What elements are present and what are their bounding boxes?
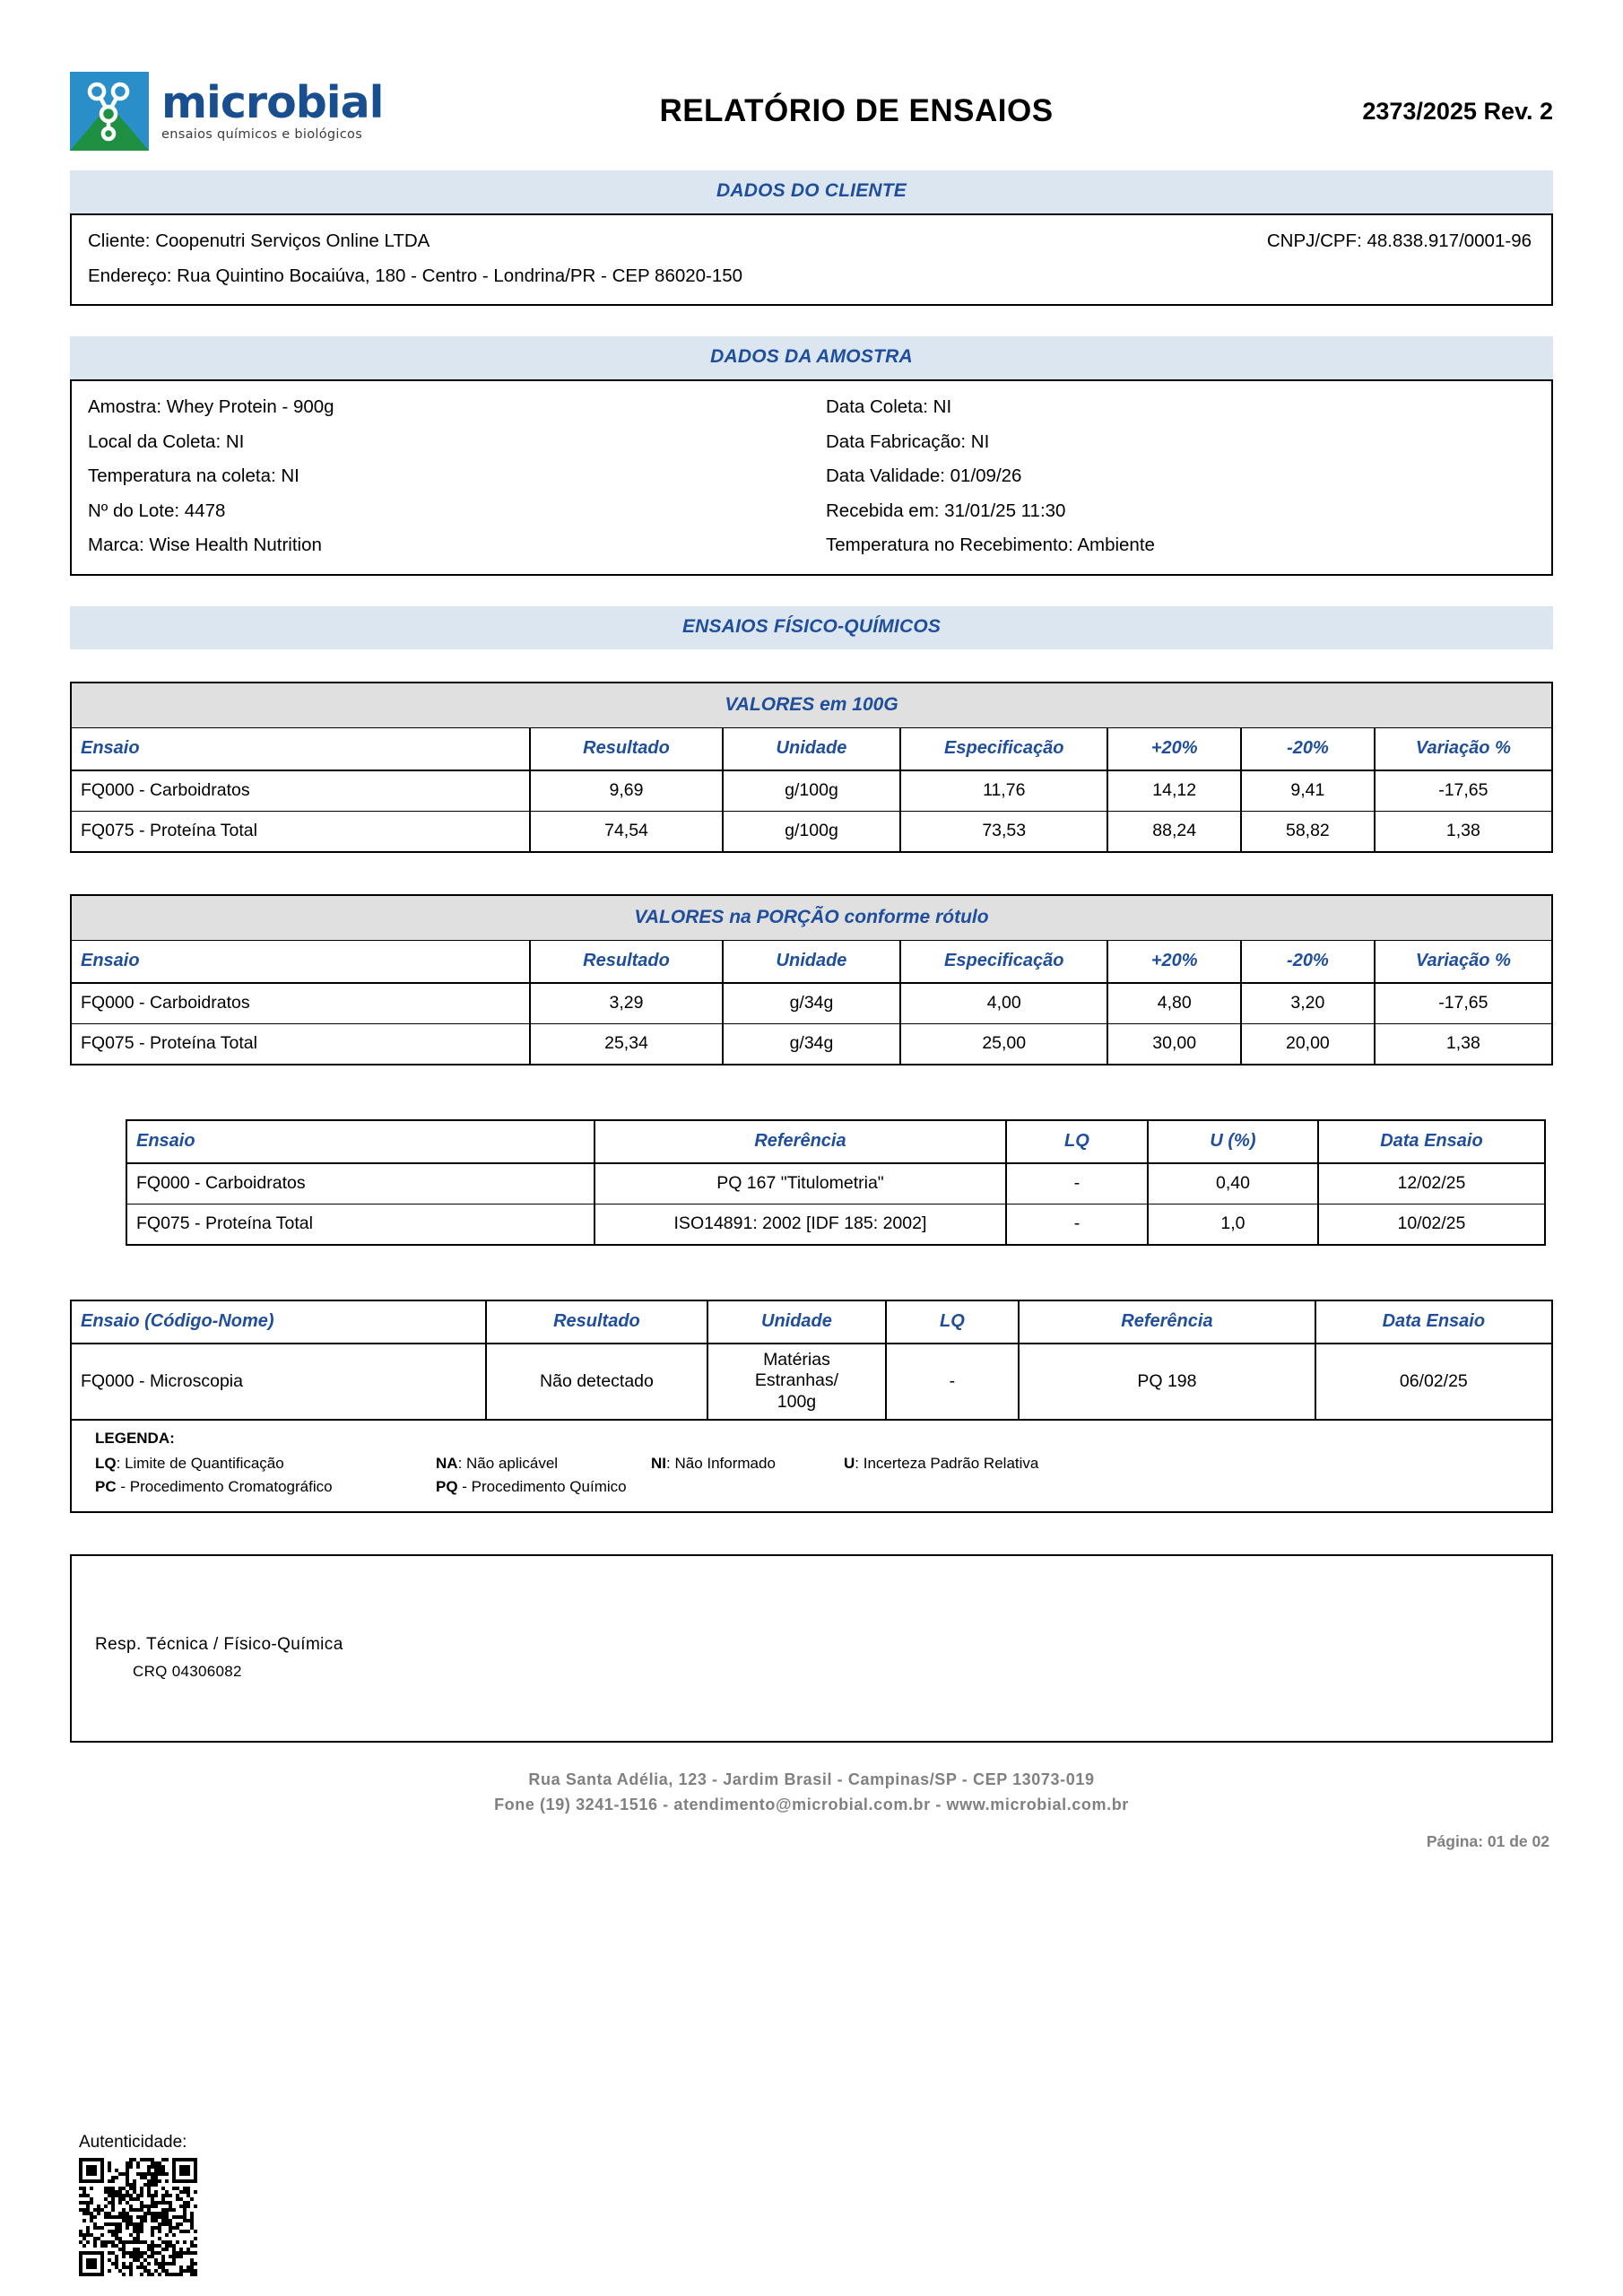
client-row-name <box>84 224 1539 259</box>
cell-lq: - <box>1006 1163 1148 1205</box>
cell-data-ensaio: 12/02/25 <box>1318 1163 1545 1205</box>
legend-sep: : <box>116 1454 121 1472</box>
legend-item-na <box>436 1455 651 1473</box>
cell-ensaio: FQ000 - Carboidratos <box>71 770 530 812</box>
cell-especificacao: 25,00 <box>900 1023 1107 1065</box>
cell-ensaio: FQ000 - Carboidratos <box>126 1163 595 1205</box>
legend-sep: - <box>116 1477 126 1495</box>
legend-abbr: PC <box>95 1477 117 1495</box>
legend-item-pc <box>95 1478 436 1496</box>
client-name: Cliente: Coopenutri Serviços Online LTDA <box>88 230 430 251</box>
col-u-percent: U (%) <box>1148 1120 1318 1163</box>
cell-data-ensaio: 06/02/25 <box>1315 1344 1552 1420</box>
sample-field: Marca: Wise Health Nutrition <box>88 535 322 555</box>
authenticity-label: Autenticidade: <box>79 2133 187 2152</box>
table-values-100g <box>70 682 1553 853</box>
col-ensaio: Ensaio <box>126 1120 595 1163</box>
sample-field: Amostra: Whey Protein - 900g <box>88 396 334 417</box>
col-especificacao: Especificação <box>900 727 1107 770</box>
molecule-icon <box>70 72 149 151</box>
cell-plus20: 4,80 <box>1107 983 1241 1024</box>
sample-row <box>84 390 1539 425</box>
table-row <box>71 811 1552 852</box>
legend-text: Procedimento Químico <box>466 1477 627 1495</box>
legend-text: Incerteza Padrão Relativa <box>859 1454 1039 1472</box>
legend-text: Limite de Quantificação <box>120 1454 284 1472</box>
table-caption-row <box>71 683 1552 728</box>
col-data-ensaio: Data Ensaio <box>1318 1120 1545 1163</box>
table-reference-methods <box>126 1119 1546 1246</box>
sample-field: Local da Coleta: NI <box>88 430 245 452</box>
col-unidade: Unidade <box>707 1300 885 1344</box>
table-caption: VALORES em 100G <box>71 683 1552 728</box>
client-cnpj: CNPJ/CPF: 48.838.917/0001-96 <box>1266 230 1532 251</box>
col-lq: LQ <box>886 1300 1020 1344</box>
cell-minus20: 3,20 <box>1241 983 1375 1024</box>
legend-text: Não aplicável <box>462 1454 559 1472</box>
cell-referencia: ISO14891: 2002 [IDF 185: 2002] <box>595 1204 1006 1245</box>
cell-ensaio: FQ000 - Microscopia <box>71 1344 486 1420</box>
cell-unidade: g/100g <box>723 770 900 812</box>
cell-minus20: 20,00 <box>1241 1023 1375 1065</box>
authenticity-block <box>79 2133 197 2276</box>
sample-field: Data Coleta: NI <box>826 396 952 417</box>
col-minus20: -20% <box>1241 940 1375 983</box>
sample-field: Data Fabricação: NI <box>826 430 990 452</box>
unit-line: 100g <box>777 1392 817 1413</box>
table-caption: VALORES na PORÇÃO conforme rótulo <box>71 895 1552 941</box>
qr-code[interactable] <box>79 2158 197 2276</box>
cell-data-ensaio: 10/02/25 <box>1318 1204 1545 1245</box>
table-row <box>126 1204 1545 1245</box>
sample-row <box>84 425 1539 460</box>
table-row <box>126 1163 1545 1205</box>
page-title: RELATÓRIO DE ENSAIOS <box>659 93 1054 128</box>
legend-sep: : <box>666 1454 671 1472</box>
legend-title: LEGENDA: <box>95 1429 175 1447</box>
table-header-row <box>71 940 1552 983</box>
signature-box <box>70 1554 1553 1743</box>
cell-unidade <box>707 1344 885 1420</box>
legend-text: Não Informado <box>670 1454 776 1472</box>
col-unidade: Unidade <box>723 940 900 983</box>
col-lq: LQ <box>1006 1120 1148 1163</box>
cell-variacao: 1,38 <box>1375 1023 1552 1065</box>
col-ensaio: Ensaio <box>71 727 530 770</box>
section-band-sample: DADOS DA AMOSTRA <box>70 336 1553 379</box>
table-header-row <box>126 1120 1545 1163</box>
report-number: 2373/2025 Rev. 2 <box>1362 97 1553 125</box>
col-ensaio-codigo-nome: Ensaio (Código-Nome) <box>71 1300 486 1344</box>
cell-unidade: g/100g <box>723 811 900 852</box>
table-row <box>71 1344 1552 1420</box>
page-header <box>70 0 1553 170</box>
section-band-assays: ENSAIOS FÍSICO-QUÍMICOS <box>70 606 1553 649</box>
col-resultado: Resultado <box>530 727 723 770</box>
cell-ensaio: FQ000 - Carboidratos <box>71 983 530 1024</box>
col-resultado: Resultado <box>530 940 723 983</box>
table-header-row <box>71 1300 1552 1344</box>
legend-abbr: NI <box>651 1454 666 1472</box>
cell-minus20: 58,82 <box>1241 811 1375 852</box>
microbial-logo-icon <box>70 72 149 151</box>
cell-plus20: 14,12 <box>1107 770 1241 812</box>
legend-abbr: U <box>844 1454 855 1472</box>
cell-resultado: Não detectado <box>486 1344 708 1420</box>
sample-field: Temperatura na coleta: NI <box>88 465 299 486</box>
legend-sep: - <box>457 1477 467 1495</box>
sample-field: Temperatura no Recebimento: Ambiente <box>826 535 1155 555</box>
legend-row <box>95 1452 1551 1475</box>
col-ensaio: Ensaio <box>71 940 530 983</box>
logo-tagline: ensaios químicos e biológicos <box>161 127 363 143</box>
legend-abbr: PQ <box>436 1477 458 1495</box>
footer-address: Rua Santa Adélia, 123 - Jardim Brasil - Campinas/SP - CEP 13073-019 <box>528 1770 1095 1788</box>
cell-especificacao: 73,53 <box>900 811 1107 852</box>
table-row <box>71 983 1552 1024</box>
col-referencia: Referência <box>1019 1300 1315 1344</box>
unit-line: Estranhas/ <box>754 1370 839 1391</box>
col-plus20: +20% <box>1107 940 1241 983</box>
company-logo <box>70 72 456 151</box>
unit-line: Matérias <box>763 1349 830 1370</box>
cell-especificacao: 11,76 <box>900 770 1107 812</box>
cell-variacao: -17,65 <box>1375 770 1552 812</box>
table-microscopy <box>70 1300 1553 1421</box>
legend-text: Procedimento Cromatográfico <box>126 1477 333 1495</box>
sample-row <box>84 459 1539 494</box>
page-footer <box>70 1743 1553 1818</box>
cell-ensaio: FQ075 - Proteína Total <box>126 1204 595 1245</box>
col-minus20: -20% <box>1241 727 1375 770</box>
legend-item-lq <box>95 1455 436 1473</box>
table-row <box>71 770 1552 812</box>
legend-item-ni <box>651 1455 844 1473</box>
table-caption-row <box>71 895 1552 941</box>
cell-resultado: 3,29 <box>530 983 723 1024</box>
client-address: Endereço: Rua Quintino Bocaiúva, 180 - Centro - Londrina/PR - CEP 86020-150 <box>88 265 743 286</box>
section-band-client: DADOS DO CLIENTE <box>70 170 1553 213</box>
legend-row <box>95 1475 1551 1499</box>
col-especificacao: Especificação <box>900 940 1107 983</box>
table-row <box>71 1023 1552 1065</box>
cell-u-percent: 0,40 <box>1148 1163 1318 1205</box>
cell-especificacao: 4,00 <box>900 983 1107 1024</box>
sample-field: Nº do Lote: 4478 <box>88 500 226 521</box>
logo-wordmark: microbial <box>161 77 384 129</box>
cell-resultado: 25,34 <box>530 1023 723 1065</box>
col-data-ensaio: Data Ensaio <box>1315 1300 1552 1344</box>
col-variacao: Variação % <box>1375 727 1552 770</box>
client-row-address <box>84 259 1539 294</box>
cell-lq: - <box>886 1344 1020 1420</box>
client-info-box <box>70 213 1553 306</box>
legend-box <box>70 1421 1553 1513</box>
cell-unidade: g/34g <box>723 1023 900 1065</box>
cell-variacao: 1,38 <box>1375 811 1552 852</box>
legend-item-u <box>844 1455 1140 1473</box>
cell-u-percent: 1,0 <box>1148 1204 1318 1245</box>
col-plus20: +20% <box>1107 727 1241 770</box>
col-unidade: Unidade <box>723 727 900 770</box>
sample-row <box>84 528 1539 563</box>
signature-role: Resp. Técnica / Físico-Química <box>95 1634 343 1654</box>
col-variacao: Variação % <box>1375 940 1552 983</box>
cell-minus20: 9,41 <box>1241 770 1375 812</box>
sample-row <box>84 494 1539 529</box>
cell-resultado: 74,54 <box>530 811 723 852</box>
sample-field: Data Validade: 01/09/26 <box>826 465 1022 486</box>
legend-item-pq <box>436 1478 651 1496</box>
table-header-row <box>71 727 1552 770</box>
page-number: Página: 01 de 02 <box>1426 1831 1549 1850</box>
table-values-portion <box>70 894 1553 1065</box>
cell-unidade: g/34g <box>723 983 900 1024</box>
cell-ensaio: FQ075 - Proteína Total <box>71 811 530 852</box>
cell-resultado: 9,69 <box>530 770 723 812</box>
sample-info-box <box>70 379 1553 576</box>
legend-sep: : <box>855 1454 860 1472</box>
cell-lq: - <box>1006 1204 1148 1245</box>
col-resultado: Resultado <box>486 1300 708 1344</box>
cell-referencia: PQ 198 <box>1019 1344 1315 1420</box>
cell-plus20: 30,00 <box>1107 1023 1241 1065</box>
cell-ensaio: FQ075 - Proteína Total <box>71 1023 530 1065</box>
cell-referencia: PQ 167 "Titulometria" <box>595 1163 1006 1205</box>
cell-plus20: 88,24 <box>1107 811 1241 852</box>
signature-crq: CRQ 04306082 <box>133 1662 242 1680</box>
sample-field: Recebida em: 31/01/25 11:30 <box>826 500 1066 521</box>
legend-sep: : <box>457 1454 463 1472</box>
footer-contact: Fone (19) 3241-1516 - atendimento@microbial.com.br - www.microbial.com.br <box>494 1795 1129 1813</box>
cell-variacao: -17,65 <box>1375 983 1552 1024</box>
legend-abbr: NA <box>436 1454 458 1472</box>
col-referencia: Referência <box>595 1120 1006 1163</box>
legend-abbr: LQ <box>95 1454 117 1472</box>
